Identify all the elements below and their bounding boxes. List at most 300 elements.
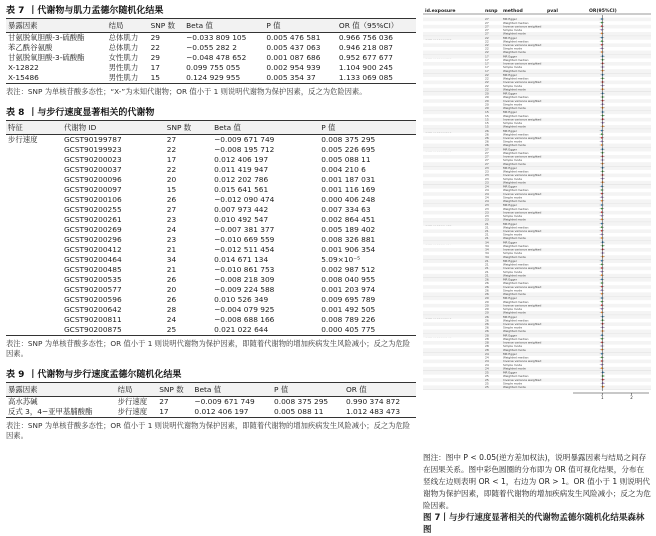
or-column-header: OR(95%CI) bbox=[589, 9, 617, 14]
method-label: Inverse variance weighted bbox=[503, 303, 542, 308]
method-label: Weighted mode bbox=[503, 329, 526, 334]
or-point bbox=[601, 357, 603, 359]
method-label: Weighted mode bbox=[503, 180, 526, 185]
or-point bbox=[602, 174, 604, 176]
or-point bbox=[601, 230, 603, 232]
method-label: Weighted median bbox=[503, 132, 529, 137]
nsnp-column-header: nsnp bbox=[485, 9, 498, 14]
nsnp-value: 26 bbox=[485, 322, 489, 326]
nsnp-value: 20 bbox=[485, 106, 489, 110]
table-cell: 27 bbox=[166, 204, 177, 214]
method-label: Inverse variance weighted bbox=[503, 117, 542, 122]
table-cell: 21 bbox=[166, 264, 177, 274]
table8-note: 表注：SNP 为单核苷酸多态性；OR 值小于 1 则说明代谢物为保护因素，即随着代谢物的增加疾病发生风险减小；反之为危险因素。 bbox=[6, 338, 411, 358]
nsnp-value: 20 bbox=[485, 98, 489, 103]
table-cell: GCST90200097 bbox=[63, 184, 122, 194]
method-label: MR Egger bbox=[503, 147, 517, 152]
or-point bbox=[602, 171, 604, 173]
table-cell: 0.010 526 349 bbox=[214, 294, 269, 304]
nsnp-value: 34 bbox=[485, 251, 489, 256]
table-cell: 0.001 492 505 bbox=[321, 304, 376, 314]
method-label: MR Egger bbox=[503, 73, 517, 77]
table-cell: −0.010 669 559 bbox=[214, 234, 275, 244]
or-point bbox=[602, 181, 604, 183]
or-point bbox=[601, 18, 603, 20]
or-point bbox=[601, 22, 603, 24]
nsnp-value: 23 bbox=[485, 214, 489, 218]
nsnp-value: 21 bbox=[485, 259, 489, 263]
nsnp-value: 24 bbox=[485, 184, 489, 189]
row-band bbox=[423, 311, 651, 315]
table-row bbox=[6, 215, 416, 225]
table-cell: 0.005 189 402 bbox=[321, 224, 376, 234]
nsnp-value: 22 bbox=[485, 73, 489, 77]
table-cell: 17 bbox=[150, 63, 160, 72]
method-label: Weighted median bbox=[503, 169, 529, 174]
column-header: SNP 数 bbox=[157, 382, 192, 396]
nsnp-value: 21 bbox=[485, 225, 489, 230]
method-label: Weighted mode bbox=[503, 292, 526, 296]
table-header-row bbox=[6, 19, 416, 33]
method-label: MR Egger bbox=[503, 240, 517, 245]
table-cell: 24 bbox=[166, 224, 177, 234]
nsnp-value: 21 bbox=[485, 221, 489, 226]
table-row bbox=[6, 63, 416, 73]
row-band bbox=[423, 32, 651, 36]
nsnp-value: 24 bbox=[485, 359, 489, 364]
table-cell bbox=[6, 255, 62, 265]
or-point bbox=[601, 260, 603, 262]
nsnp-value: 22 bbox=[485, 39, 489, 44]
table-cell: 0.012 406 197 bbox=[214, 154, 269, 164]
table8 bbox=[6, 120, 416, 336]
nsnp-value: 24 bbox=[485, 362, 489, 367]
or-point bbox=[601, 312, 603, 314]
table7-note: 表注：SNP 为单核苷酸多态性；“X-”为未知代谢物；OR 值小于 1 则说明代谢物为保护因素，反之为危险因素。 bbox=[6, 87, 367, 96]
row-band bbox=[423, 129, 651, 133]
column-header: 结局 bbox=[107, 19, 149, 33]
table-cell: 0.099 755 055 bbox=[186, 63, 241, 72]
table-cell: 0.012 406 197 bbox=[192, 407, 272, 418]
table-cell: 27 bbox=[166, 134, 177, 144]
nsnp-value: 24 bbox=[485, 195, 489, 200]
nsnp-value: 20 bbox=[485, 296, 489, 301]
table7-title: 表 7 丨代谢物与肌力孟德尔随机化结果 bbox=[6, 6, 164, 16]
row-band bbox=[423, 334, 651, 338]
table-cell: 步行速度 bbox=[117, 396, 148, 406]
row-band bbox=[423, 73, 651, 77]
or-point bbox=[601, 25, 603, 27]
row-band bbox=[423, 144, 651, 148]
method-label: Inverse variance weighted bbox=[503, 154, 542, 159]
column-header: P 值 bbox=[272, 382, 344, 396]
nsnp-value: 20 bbox=[485, 299, 489, 304]
table-row bbox=[6, 43, 416, 53]
or-point bbox=[601, 360, 603, 362]
table-cell: GCST90200596 bbox=[63, 294, 122, 304]
or-point bbox=[602, 327, 604, 329]
row-band bbox=[423, 385, 651, 389]
method-label: Inverse variance weighted bbox=[503, 229, 542, 233]
table-cell: 0.952 677 677 bbox=[338, 53, 393, 62]
table-cell: −0.009 671 749 bbox=[194, 396, 255, 406]
row-band bbox=[423, 92, 651, 96]
table-cell: 0.005 437 063 bbox=[266, 43, 321, 52]
table-cell: 29 bbox=[150, 53, 160, 62]
method-label: Inverse variance weighted bbox=[503, 284, 542, 289]
nsnp-value: 20 bbox=[485, 95, 489, 100]
x-tick-label: 2 bbox=[630, 395, 633, 400]
method-label: MR Egger bbox=[503, 203, 517, 208]
table-cell: 22 bbox=[166, 164, 177, 174]
nsnp-value: 23 bbox=[485, 176, 489, 181]
table-cell bbox=[6, 185, 62, 195]
table-cell: 17 bbox=[157, 407, 192, 418]
row-band bbox=[423, 330, 651, 334]
nsnp-value: 24 bbox=[485, 188, 489, 193]
table-cell bbox=[6, 285, 62, 295]
method-label: Weighted median bbox=[503, 318, 529, 323]
nsnp-value: 23 bbox=[485, 180, 489, 185]
method-label: MR Egger bbox=[503, 91, 517, 96]
or-point bbox=[602, 330, 604, 332]
table-cell: −0.009 224 588 bbox=[214, 284, 275, 294]
nsnp-value: 23 bbox=[485, 203, 489, 208]
table-cell: 0.007 334 63 bbox=[321, 204, 371, 214]
method-label: MR Egger bbox=[503, 221, 517, 226]
row-band bbox=[423, 111, 651, 115]
table-cell bbox=[6, 265, 62, 275]
method-label: Weighted median bbox=[503, 188, 529, 193]
nsnp-value: 25 bbox=[485, 377, 489, 382]
or-point bbox=[602, 93, 604, 95]
nsnp-value: 20 bbox=[485, 310, 489, 315]
method-label: Weighted mode bbox=[503, 347, 526, 352]
or-point bbox=[602, 74, 604, 76]
or-point bbox=[601, 215, 603, 217]
nsnp-value: 17 bbox=[485, 68, 489, 73]
nsnp-value: 27 bbox=[485, 17, 489, 22]
table-cell: 甘氨脱氧胆酸-3-硫酸酯 bbox=[8, 33, 85, 42]
table-cell: 0.008 375 295 bbox=[274, 396, 329, 406]
table-cell: −0.012 511 454 bbox=[214, 244, 275, 254]
table9 bbox=[6, 382, 416, 418]
method-label: Weighted median bbox=[503, 113, 529, 118]
nsnp-value: 27 bbox=[485, 31, 489, 36]
forest-plot-panel bbox=[423, 4, 651, 448]
table-row bbox=[6, 275, 416, 285]
or-point bbox=[601, 304, 603, 306]
row-band bbox=[423, 292, 651, 296]
table-cell: 步行速度 bbox=[116, 407, 158, 418]
table-cell: 27 bbox=[159, 396, 169, 406]
row-band bbox=[423, 237, 651, 241]
table-cell bbox=[6, 165, 62, 175]
table-cell: 0.000 406 248 bbox=[321, 194, 376, 204]
nsnp-value: 28 bbox=[485, 340, 489, 345]
method-label: Inverse variance weighted bbox=[503, 247, 542, 252]
method-label: Weighted mode bbox=[503, 31, 526, 36]
table-cell bbox=[6, 245, 62, 255]
table-cell: 15 bbox=[166, 184, 177, 194]
method-label: Weighted median bbox=[503, 206, 529, 211]
table-cell: 0.009 695 789 bbox=[321, 294, 376, 304]
row-band bbox=[423, 315, 651, 319]
nsnp-value: 22 bbox=[485, 43, 489, 47]
x-tick-label: 1 bbox=[601, 395, 604, 400]
table-cell bbox=[6, 155, 62, 165]
nsnp-value: 24 bbox=[485, 366, 489, 371]
method-label: Weighted mode bbox=[503, 50, 526, 55]
method-label: MR Egger bbox=[503, 54, 517, 59]
table-cell: 24 bbox=[166, 314, 177, 324]
method-label: Inverse variance weighted bbox=[503, 266, 542, 271]
nsnp-value: 22 bbox=[485, 80, 489, 85]
table-cell: 0.008 326 881 bbox=[321, 234, 376, 244]
column-header: 结局 bbox=[116, 382, 158, 396]
nsnp-value: 20 bbox=[485, 102, 489, 107]
table-cell: GCST90200255 bbox=[63, 204, 122, 214]
table-row bbox=[6, 175, 416, 185]
row-band bbox=[423, 181, 651, 185]
or-point bbox=[602, 107, 604, 109]
or-point bbox=[601, 204, 603, 206]
table-cell bbox=[6, 325, 62, 336]
or-point bbox=[601, 144, 603, 146]
table-cell: GCST90200096 bbox=[63, 174, 122, 184]
nsnp-value: 26 bbox=[485, 281, 489, 286]
nsnp-value: 21 bbox=[485, 266, 489, 271]
or-point bbox=[602, 88, 604, 90]
table-cell: 0.012 202 786 bbox=[214, 174, 269, 184]
table-cell: 男性肌力 bbox=[108, 63, 139, 72]
nsnp-value: 23 bbox=[485, 169, 489, 174]
table-cell: −0.048 478 652 bbox=[186, 53, 247, 62]
method-label: Inverse variance weighted bbox=[503, 173, 542, 178]
column-header: OR 值 bbox=[344, 382, 416, 396]
nsnp-value: 28 bbox=[485, 337, 489, 341]
nsnp-value: 26 bbox=[485, 143, 489, 148]
table-row bbox=[6, 73, 416, 84]
column-header: 暴露因素 bbox=[6, 382, 116, 396]
row-band bbox=[423, 166, 651, 170]
method-label: Weighted mode bbox=[503, 254, 526, 259]
table-cell: 0.005 476 581 bbox=[266, 33, 321, 42]
table-cell: GCST90199787 bbox=[63, 134, 122, 144]
or-point bbox=[601, 223, 603, 225]
method-label: Weighted mode bbox=[503, 124, 526, 129]
table-cell: 1.012 483 473 bbox=[344, 407, 416, 418]
row-band bbox=[423, 69, 651, 73]
nsnp-value: 25 bbox=[485, 381, 489, 386]
column-header: SNP 数 bbox=[149, 19, 185, 33]
row-band bbox=[423, 222, 651, 226]
nsnp-value: 23 bbox=[485, 206, 489, 211]
table-cell: −0.008 195 712 bbox=[214, 144, 275, 154]
nsnp-value: 26 bbox=[485, 325, 489, 330]
table-cell: 0.001 906 354 bbox=[321, 244, 376, 254]
or-point bbox=[601, 274, 603, 276]
method-label: Inverse variance weighted bbox=[503, 24, 542, 29]
method-label: MR Egger bbox=[503, 333, 517, 338]
table-row bbox=[6, 245, 416, 255]
nsnp-value: 28 bbox=[485, 344, 489, 349]
or-point bbox=[601, 234, 603, 236]
method-label: Simple mode bbox=[503, 325, 522, 330]
table-cell: 0.014 671 134 bbox=[214, 254, 269, 264]
table-cell: 0.008 040 955 bbox=[321, 274, 376, 284]
method-label: Simple mode bbox=[503, 288, 522, 293]
or-point bbox=[601, 130, 603, 132]
method-label: Simple mode bbox=[503, 214, 522, 218]
table-cell bbox=[6, 195, 62, 205]
method-label: Simple mode bbox=[503, 158, 522, 163]
table-row bbox=[6, 396, 416, 407]
table-cell: 21 bbox=[166, 244, 177, 254]
exposure-column-header: id.exposure bbox=[425, 9, 456, 14]
method-label: Inverse variance weighted bbox=[503, 359, 542, 364]
or-point bbox=[602, 81, 604, 83]
or-point bbox=[601, 219, 603, 221]
method-column-header: method bbox=[503, 9, 523, 14]
method-label: MR Egger bbox=[503, 128, 517, 133]
table-row bbox=[6, 134, 416, 145]
table-cell bbox=[6, 305, 62, 315]
or-point bbox=[601, 308, 603, 310]
nsnp-value: 27 bbox=[485, 28, 489, 32]
row-band bbox=[423, 274, 651, 278]
nsnp-value: 25 bbox=[485, 370, 489, 375]
method-label: MR Egger bbox=[503, 35, 517, 40]
table-cell: 28 bbox=[166, 304, 177, 314]
table-row bbox=[6, 225, 416, 235]
method-label: Weighted median bbox=[503, 225, 529, 230]
table-header-row bbox=[6, 120, 416, 134]
nsnp-value: 23 bbox=[485, 166, 489, 170]
table-cell: 0.010 492 547 bbox=[214, 214, 269, 224]
column-header: Beta 值 bbox=[212, 120, 319, 134]
table-cell: −0.033 809 105 bbox=[186, 33, 247, 42]
method-label: Simple mode bbox=[503, 195, 522, 200]
method-label: MR Egger bbox=[503, 277, 517, 282]
or-point bbox=[601, 264, 603, 266]
table9-note: 表注：SNP 为单核苷酸多态性；OR 值小于 1 则说明代谢物为保护因素，即随着代谢物的增加疾病发生风险减小；反之为危险因素。 bbox=[6, 420, 411, 440]
or-point bbox=[601, 353, 603, 355]
table-cell: 男性肌力 bbox=[107, 73, 149, 84]
nsnp-value: 26 bbox=[485, 329, 489, 334]
method-label: Simple mode bbox=[503, 307, 522, 311]
or-point bbox=[601, 267, 603, 269]
method-label: Weighted mode bbox=[503, 106, 526, 110]
row-band bbox=[423, 88, 651, 92]
table-cell: 0.004 210 6 bbox=[321, 164, 366, 174]
row-band bbox=[423, 199, 651, 203]
method-label: Weighted median bbox=[503, 262, 529, 267]
or-point bbox=[601, 367, 603, 369]
row-band bbox=[423, 218, 651, 222]
left-column bbox=[6, 0, 416, 442]
column-header: 代谢物 ID bbox=[62, 120, 165, 134]
table-cell: 26 bbox=[166, 274, 177, 284]
table-cell: 0.001 187 031 bbox=[321, 174, 376, 184]
table-cell: GCST90200269 bbox=[63, 224, 122, 234]
table-cell: GCST90200535 bbox=[63, 274, 122, 284]
method-label: Simple mode bbox=[503, 269, 522, 274]
method-label: Simple mode bbox=[503, 362, 522, 367]
method-label: Inverse variance weighted bbox=[503, 136, 542, 140]
nsnp-value: 17 bbox=[485, 58, 489, 62]
table-cell bbox=[6, 215, 62, 225]
or-point bbox=[601, 301, 603, 303]
table-cell: 0.015 641 561 bbox=[214, 184, 269, 194]
table-row bbox=[6, 315, 416, 325]
table-cell: 0.005 088 11 bbox=[321, 154, 371, 164]
method-label: Inverse variance weighted bbox=[503, 340, 542, 345]
table-cell: −0.009 671 749 bbox=[214, 134, 275, 144]
nsnp-value: 26 bbox=[485, 128, 489, 133]
row-band bbox=[423, 348, 651, 352]
method-label: Weighted median bbox=[503, 76, 529, 81]
nsnp-value: 26 bbox=[485, 318, 489, 323]
row-band bbox=[423, 55, 651, 59]
nsnp-value: 34 bbox=[485, 244, 489, 248]
table-row bbox=[6, 235, 416, 245]
table-cell: GCST90200023 bbox=[63, 154, 122, 164]
table-cell bbox=[6, 175, 62, 185]
method-label: Weighted mode bbox=[503, 68, 526, 73]
nsnp-value: 24 bbox=[485, 355, 489, 360]
nsnp-value: 24 bbox=[485, 199, 489, 203]
table-cell: 总体肌力 bbox=[108, 43, 139, 52]
row-band bbox=[423, 162, 651, 166]
method-label: MR Egger bbox=[503, 314, 517, 319]
nsnp-value: 24 bbox=[485, 191, 489, 196]
table-row bbox=[6, 53, 416, 63]
table-cell: 25 bbox=[165, 325, 212, 336]
nsnp-value: 34 bbox=[485, 254, 489, 259]
table-cell: 0.001 116 169 bbox=[321, 184, 376, 194]
nsnp-value: 21 bbox=[485, 262, 489, 267]
nsnp-value: 17 bbox=[485, 61, 489, 66]
method-label: Weighted mode bbox=[503, 217, 526, 222]
nsnp-value: 15 bbox=[485, 117, 489, 122]
method-label: Simple mode bbox=[503, 232, 522, 237]
nsnp-value: 20 bbox=[485, 307, 489, 311]
table-cell: GCST90200875 bbox=[62, 325, 165, 336]
method-label: Weighted mode bbox=[503, 366, 526, 371]
table7 bbox=[6, 18, 416, 84]
table-cell: 0.008 375 295 bbox=[321, 134, 376, 144]
nsnp-value: 27 bbox=[485, 151, 489, 155]
table-cell: 0.990 374 872 bbox=[345, 396, 401, 406]
table-cell: 0.966 756 036 bbox=[338, 33, 393, 42]
method-label: Simple mode bbox=[503, 83, 522, 88]
method-label: Inverse variance weighted bbox=[503, 377, 542, 382]
nsnp-value: 26 bbox=[485, 284, 489, 289]
table-cell: 0.000 405 775 bbox=[319, 325, 416, 336]
nsnp-value: 26 bbox=[485, 288, 489, 293]
table8-title: 表 8 丨与步行速度显著相关的代谢物 bbox=[6, 107, 155, 118]
table-row bbox=[6, 325, 416, 336]
method-label: Weighted mode bbox=[503, 87, 526, 92]
nsnp-value: 26 bbox=[485, 139, 489, 144]
table-cell: GCST90200412 bbox=[63, 244, 122, 254]
table-cell: 0.002 864 451 bbox=[321, 214, 376, 224]
method-label: MR Egger bbox=[503, 166, 517, 170]
method-label: Inverse variance weighted bbox=[503, 210, 542, 215]
or-point bbox=[601, 271, 603, 273]
or-point bbox=[601, 226, 603, 228]
